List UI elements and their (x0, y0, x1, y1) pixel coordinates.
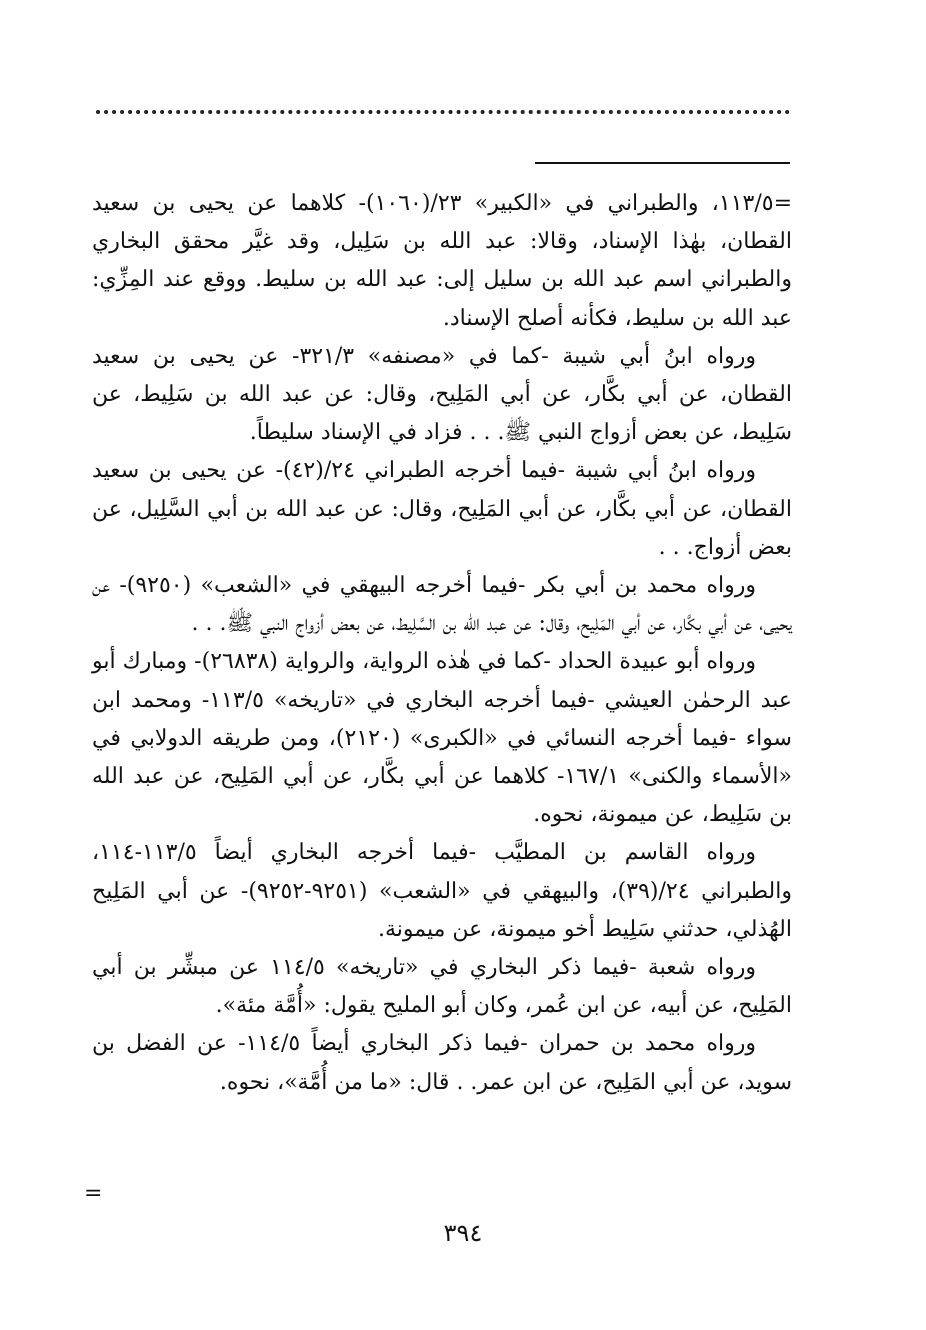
footnote-paragraph-6: ورواه القاسم بن المطيَّب -فيما أخرجه البخاري أيضاً ١١٣/٥-١١٤، والطبراني ٢٤/(٣٩)، والبيهقي في «الشعب» (٩٢٥١-٩٢٥٢)- عن أبي المَلِيح الهُذلي، حدثني سَلِيط أخو ميمونة، عن ميمونة. (92, 840, 792, 942)
footnote-body (92, 185, 792, 1102)
dotted-separator (96, 110, 790, 114)
continuation-mark: = (84, 1181, 103, 1206)
page-number: ٣٩٤ (443, 1219, 483, 1247)
footnote-paragraph-4: ورواه محمد بن أبي بكر -فيما أخرجه البيهقي في «الشعب» (٩٢٥٠)- عن يحيى، عن أبي بكَّار، عن أبي المَلِيح، وقال: عن عبد الله بن السَّلِيط، عن بعض أزواج النبي ﷺ. . . (92, 573, 792, 637)
footnote-paragraph-7: ورواه شعبة -فيما ذكر البخاري في «تاريخه» ١١٤/٥ عن مبشِّر بن أبي المَلِيح، عن أبيه، عن ابن عُمر، وكان أبو المليح يقول: «أُمَّة مئة». (92, 955, 792, 1019)
footnote-paragraph-8: ورواه محمد بن حمران -فيما ذكر البخاري أيضاً ١١٤/٥- عن الفضل بن سويد، عن أبي المَلِيح، عن ابن عمر. . قال: «ما من أُمَّة»، نحوه. (92, 1031, 792, 1095)
footnote-rule (535, 162, 790, 164)
footnote-paragraph-1: =١١٣/٥، والطبراني في «الكبير» ٢٣/(١٠٦٠)- كلاهما عن يحيى بن سعيد القطان، بهٰذا الإسناد، وقالا: عبد الله بن سَلِيل، وقد غيَّر محقق البخاري والطبراني اسم عبد الله بن سليل إلى: عبد الله بن سليط. ووقع عند المِزِّي: عبد الله بن سليط، فكأنه أصلح الإسناد. (92, 191, 792, 331)
footnote-paragraph-2: ورواه ابنُ أبي شيبة -كما في «مصنفه» ٣٢١/٣- عن يحيى بن سعيد القطان، عن أبي بكَّار، عن أبي المَلِيح، وقال: عن عبد الله بن سَلِيط، عن سَلِيط، عن بعض أزواج النبي ﷺ. . . فزاد في الإسناد سليطاً. (92, 343, 792, 446)
footnote-paragraph-3: ورواه ابنُ أبي شيبة -فيما أخرجه الطبراني ٢٤/(٤٢)- عن يحيى بن سعيد القطان، عن أبي بكَّار، عن أبي المَلِيح، وقال: عن عبد الله بن أبي السَّلِيل، عن بعض أزواج. . . (92, 458, 793, 560)
footnote-paragraph-5: ورواه أبو عبيدة الحداد -كما في هٰذه الرواية، والرواية (٢٦٨٣٨)- ومبارك أبو عبد الرحمٰن العيشي -فيما أخرجه البخاري في «تاريخه» ١١٣/٥- ومحمد ابن سواء -فيما أخرجه النسائي في «الكبرى» (٢١٢٠)، ومن طريقه الدولابي في «الأسماء والكنى» ١٦٧/١- كلاهما عن أبي بكَّار، عن أبي المَلِيح، عن عبد الله بن سَلِيط، عن ميمونة، نحوه. (92, 649, 792, 828)
